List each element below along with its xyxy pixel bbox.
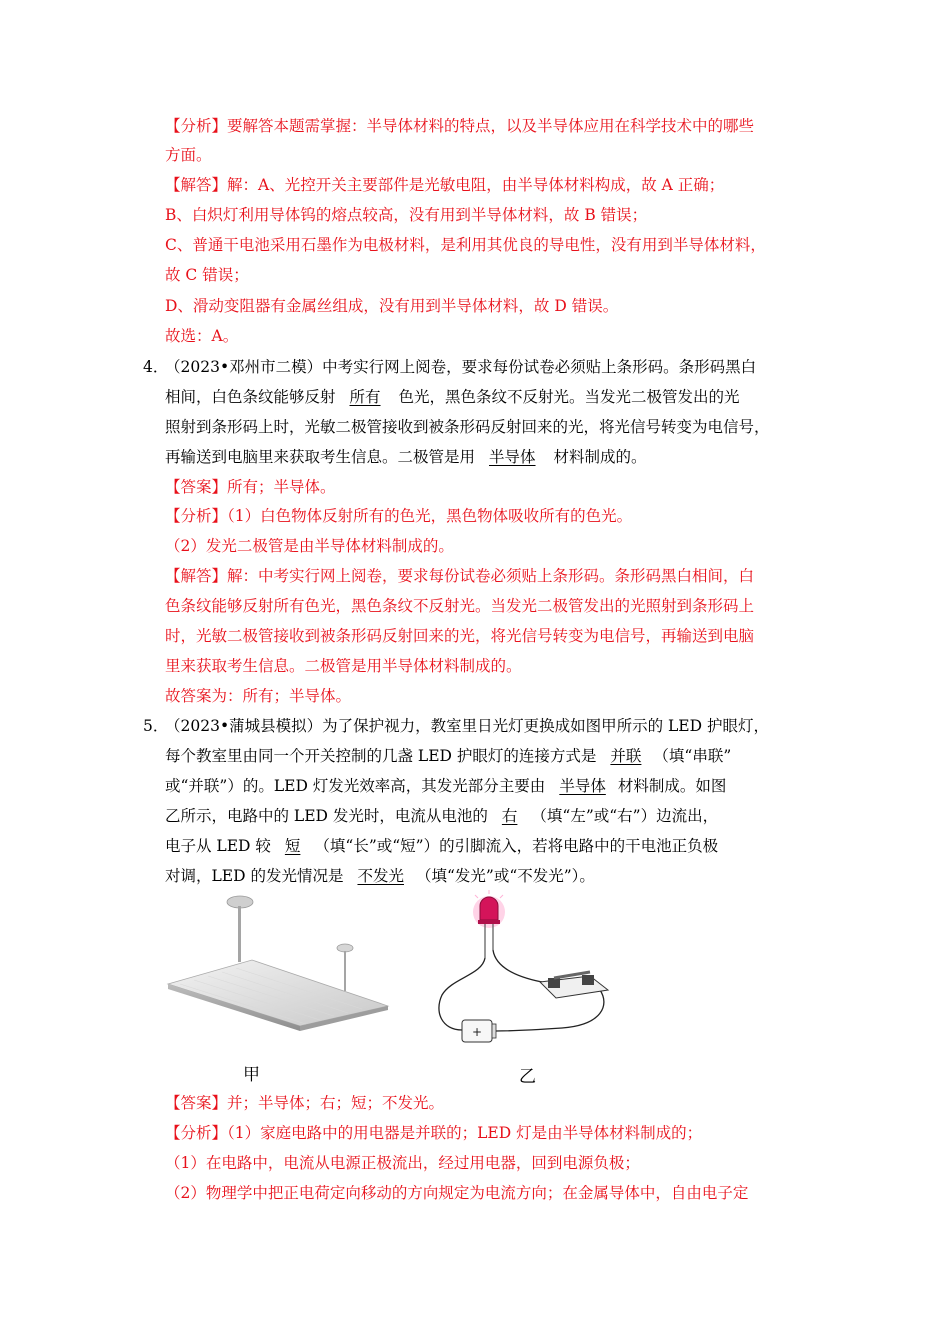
led-rim [478,920,500,924]
battery-cap [492,1024,496,1038]
q3-analysis-line-2: 方面。 [165,146,212,164]
wire-left [439,958,485,1030]
q4-analysis-line-1: 【分析】（1）白色物体反射所有的色光，黑色物体吸收所有的色光。 [165,507,633,525]
switch-terminal-2 [582,975,594,985]
suspension-rod [238,906,241,962]
q5-stem-text: 乙所示，电路中的 LED 发光时，电流从电池的 [165,807,488,825]
q5-answer: 【答案】并；半导体；右；短；不发光。 [165,1094,445,1112]
q5-number: 5． [143,717,169,735]
figure-led-circuit [432,890,622,1055]
q5-analysis-line-1: 【分析】（1）家庭电路中的用电器是并联的；LED 灯是由半导体材料制成的； [165,1124,703,1142]
battery-plus-sign: + [472,1025,483,1039]
q5-stem-text: 电子从 LED 较 [165,837,271,855]
q4-stem-line-1: （2023•邓州市二模）中考实行网上阅卷，要求每份试卷必须贴上条形码。条形码黑白 [165,358,757,376]
q4-stem-text: 材料制成的。 [553,448,647,466]
q5-stem-text: 对调，LED 的发光情况是 [165,867,344,885]
q5-blank-5: 不发光 [357,867,404,885]
q5-stem-line-5 [165,836,825,856]
q5-stem-text: 材料制成。如图 [617,777,727,795]
q5-stem-text: 每个教室里由同一个开关控制的几盏 LED 护眼灯的连接方式是 [165,747,597,765]
q4-stem-line-3: 照射到条形码上时，光敏二极管接收到被条形码反射回来的光，将光信号转变为电信号， [165,418,770,436]
suspension-rod-2 [344,951,346,991]
q3-choice: 故选：A。 [165,327,239,345]
q3-analysis-line-1: 【分析】要解答本题需掌握：半导体材料的特点，以及半导体应用在科学技术中的哪些 [165,117,755,135]
q5-analysis-line-3: （2）物理学中把正电荷定向移动的方向规定为电流方向；在金属导体中，自由电子定 [165,1184,749,1202]
q4-stem-text: 相间，白色条纹能够反射 [165,388,336,406]
wire-switch-to-battery [496,990,604,1031]
q5-blank-3: 右 [501,807,518,825]
q4-stem-line-2 [165,387,825,407]
q4-stem-text: 色光，黑色条纹不反射光。当发光二极管发出的光 [398,388,740,406]
q4-solution-line-4: 里来获取考生信息。二极管是用半导体材料制成的。 [165,657,522,675]
q4-analysis-line-2: （2）发光二极管是由半导体材料制成的。 [165,537,454,555]
q5-stem-text: （填“长”或“短”）的引脚流入，若将电路中的干电池正负极 [314,837,719,855]
q4-solution-line-1: 【解答】解：中考实行网上阅卷，要求每份试卷必须贴上条形码。条形码黑白相间，白 [165,567,755,585]
ceiling-canopy-2 [337,944,353,952]
q5-stem-text: 或“并联”）的。LED 灯发光效率高，其发光部分主要由 [165,777,546,795]
q5-stem-text: （填“发光”或“不发光”）。 [415,867,595,885]
q3-solution-line-4: 故 C 错误； [165,266,249,284]
q4-stem-line-4 [165,447,825,467]
figure-label-yi: 乙 [519,1067,536,1087]
q5-stem-text: （填“串联” [653,747,732,765]
q5-stem-line-6 [165,866,825,886]
figure-led-panel-lamp [160,888,395,1038]
q4-solution-line-2: 色条纹能够反射所有色光，黑色条纹不反射光。当发光二极管发出的光照射到条形码上 [165,597,755,615]
q5-blank-2: 半导体 [559,777,606,795]
q4-solution-line-3: 时，光敏二极管接收到被条形码反射回来的光，将光信号转变为电信号，再输送到电脑 [165,627,755,645]
q4-stem-text: 再输送到电脑里来获取考生信息。二极管是用 [165,448,476,466]
q3-solution-line-1: 【解答】解：A、光控开关主要部件是光敏电阻，由半导体材料构成，故 A 正确； [165,176,725,194]
q3-solution-line-3: C、普通干电池采用石墨作为电极材料，是利用其优良的导电性，没有用到半导体材料， [165,236,766,254]
q5-stem-text: （填“左”或“右”）边流出， [531,807,719,825]
q3-solution-line-2: B、白炽灯利用导体钨的熔点较高，没有用到半导体材料，故 B 错误； [165,206,648,224]
q3-solution-line-5: D、滑动变阻器有金属丝组成，没有用到半导体材料，故 D 错误。 [165,297,619,315]
q4-final-answer: 故答案为：所有；半导体。 [165,687,352,705]
q5-stem-line-2 [165,746,825,766]
q4-answer: 【答案】所有；半导体。 [165,478,336,496]
figure-label-jia: 甲 [243,1065,260,1085]
switch-terminal-1 [548,978,560,988]
q5-analysis-line-2: （1）在电路中，电流从电源正极流出，经过用电器，回到电源负极； [165,1154,640,1172]
q5-blank-4: 短 [284,837,301,855]
led-bulb [480,897,498,920]
q4-number: 4． [143,358,169,376]
q5-stem-line-1: （2023•蒲城县模拟）为了保护视力，教室里日光灯更换成如图甲所示的 LED 护眼灯， [165,717,769,735]
q5-stem-line-3 [165,776,825,796]
q5-blank-1: 并联 [610,747,642,765]
q4-blank-1: 所有 [349,388,381,406]
q4-blank-2: 半导体 [489,448,536,466]
wire-led-to-switch [493,950,542,982]
q5-stem-line-4 [165,806,825,826]
